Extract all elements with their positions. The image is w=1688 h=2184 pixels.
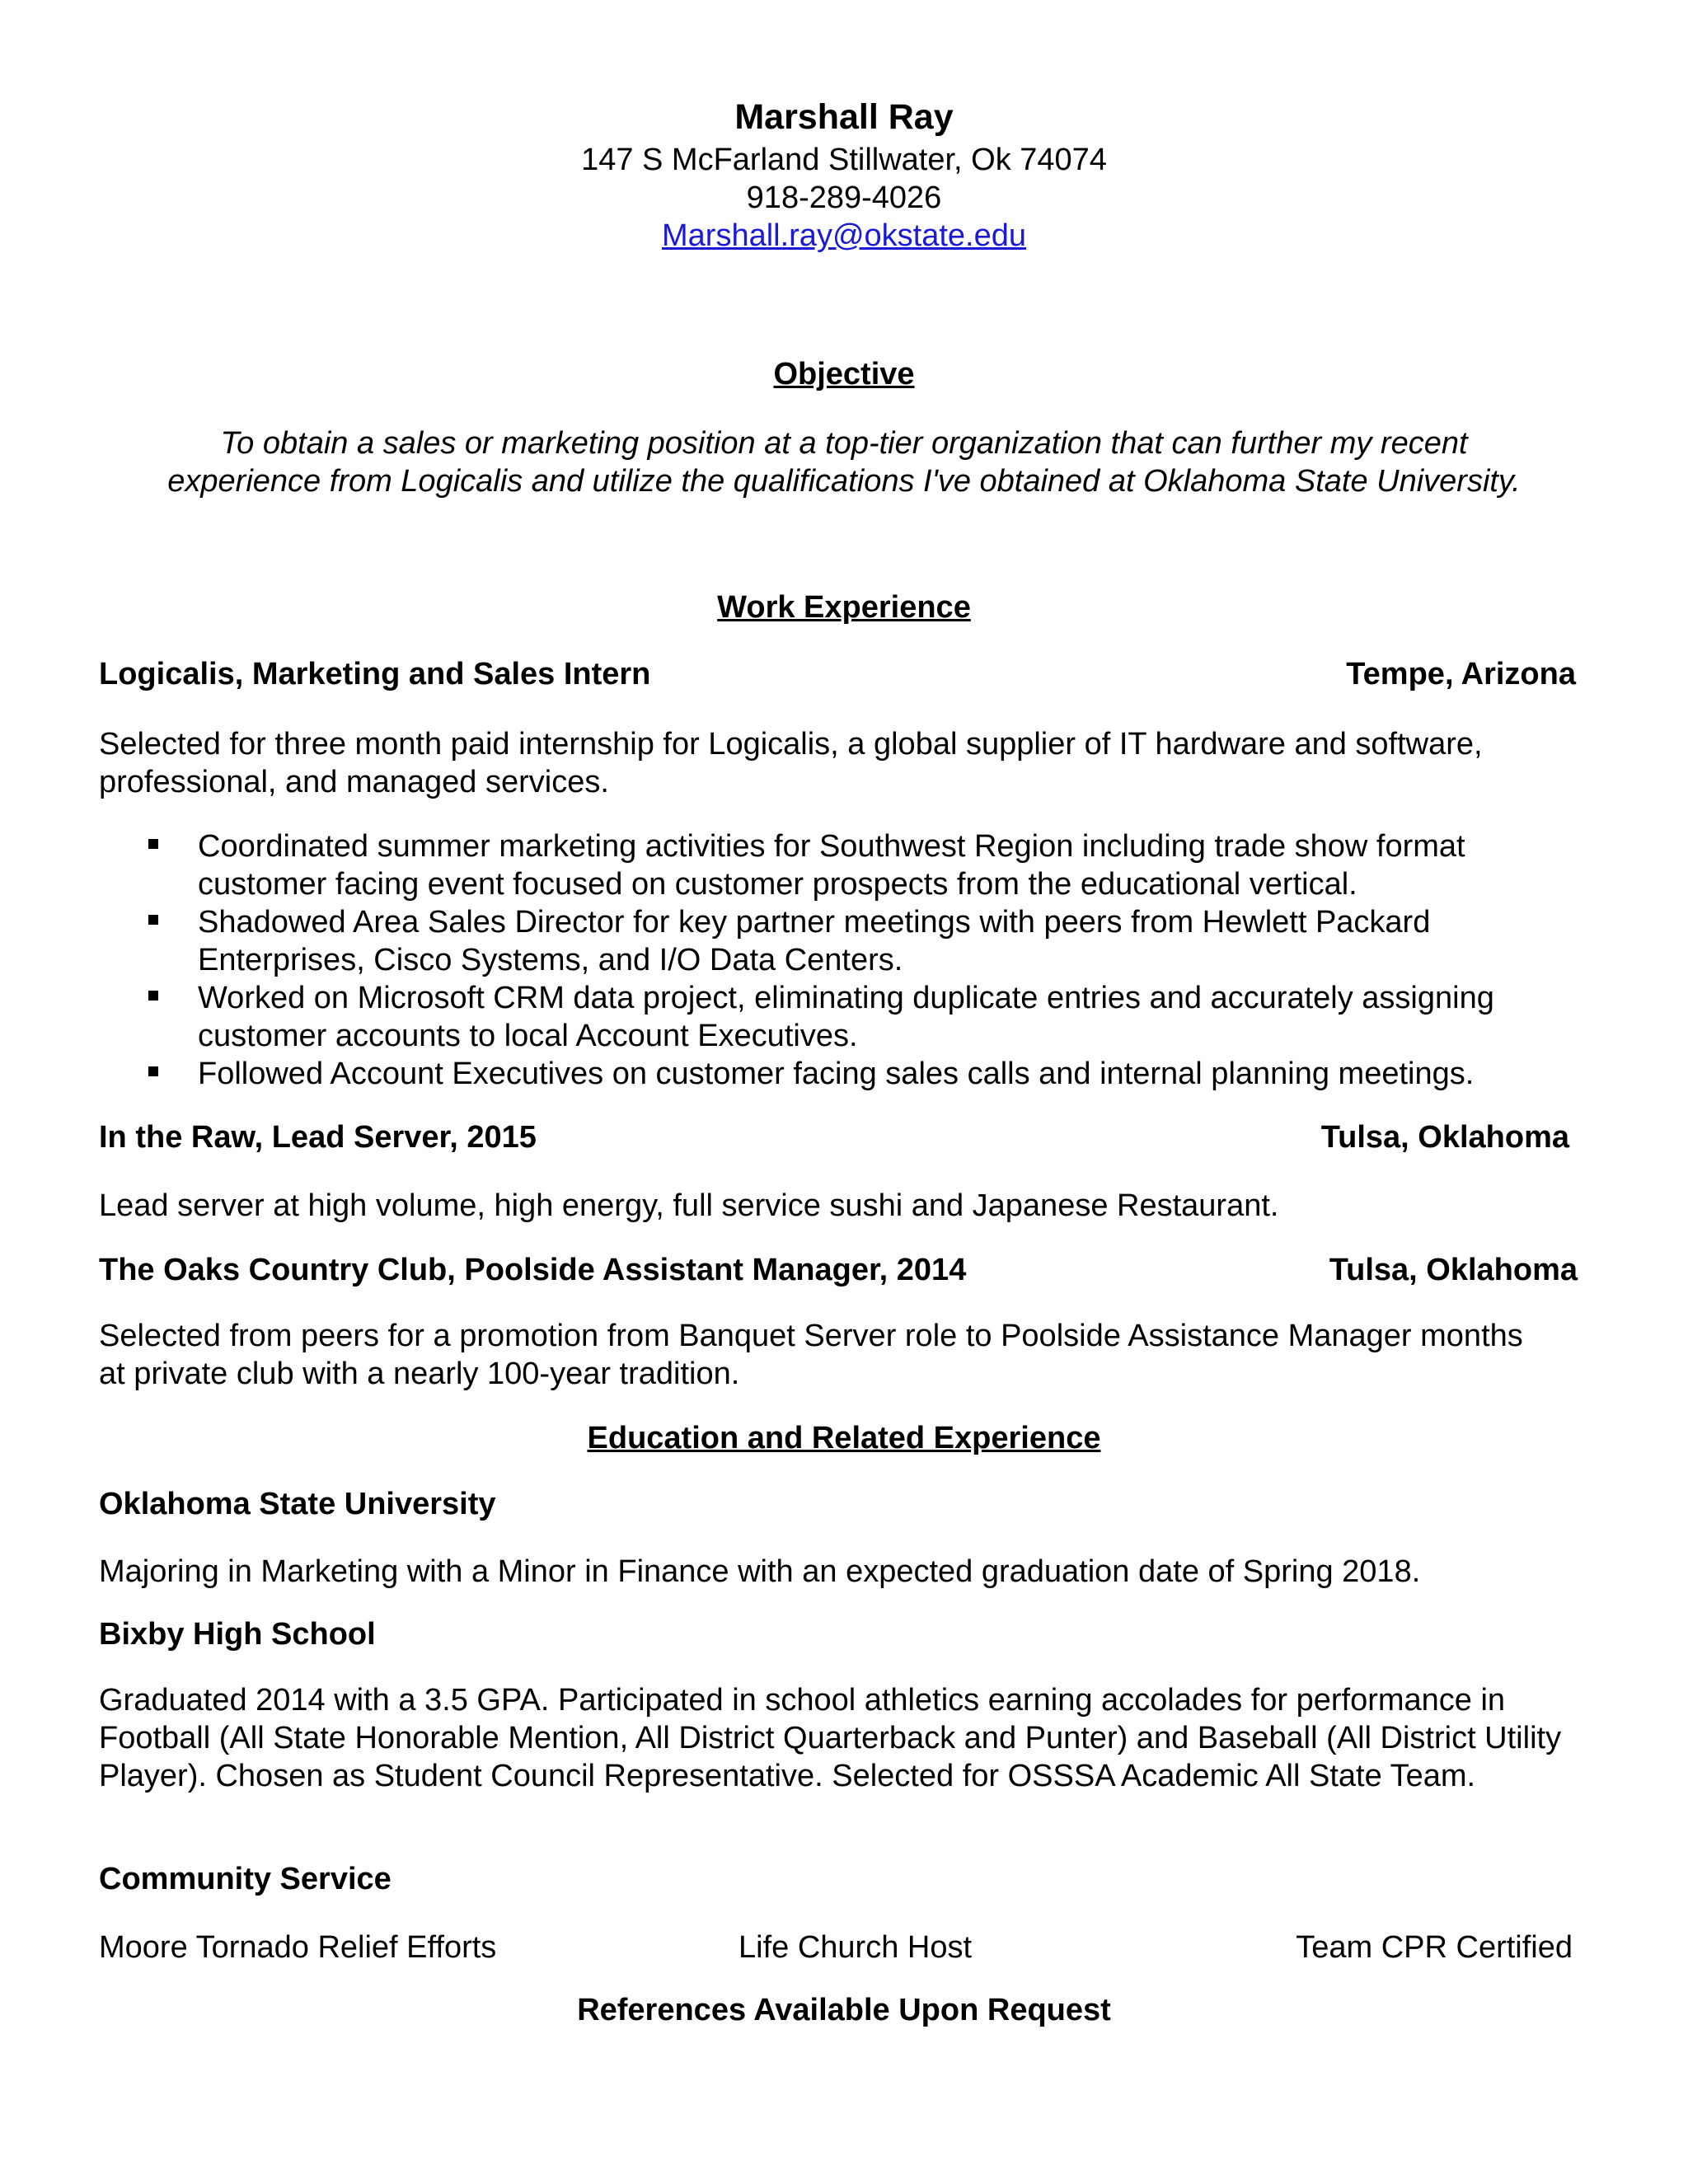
job-description: Lead server at high volume, high energy, full service sushi and Japanese Restaurant.	[99, 1188, 1279, 1223]
job-description: Selected for three month paid internship for Logicalis, a global supplier of IT hardware and software, professional, and managed services.	[99, 727, 1483, 799]
email-row	[0, 218, 1688, 254]
address: 147 S McFarland Stillwater, Ok 74074	[581, 143, 1107, 177]
bullet-icon	[148, 991, 158, 1001]
school-name: Oklahoma State University	[99, 1487, 496, 1521]
objective-heading: Objective	[773, 357, 915, 391]
job-bullet: Shadowed Area Sales Director for key partner meetings with peers from Hewlett Packard Enterprises, Cisco Systems, and I/O Data Centers.	[198, 905, 1431, 977]
work-experience-heading: Work Experience	[717, 590, 971, 625]
job-bullet: Followed Account Executives on customer facing sales calls and internal planning meetings.	[198, 1057, 1475, 1091]
job-description: Selected from peers for a promotion from Banquet Server role to Poolside Assistance Manager months at private club with a nearly 100-year tradition.	[99, 1319, 1523, 1391]
bullet-icon	[148, 915, 158, 925]
job-location: Tulsa, Oklahoma	[1329, 1253, 1578, 1287]
community-service-heading: Community Service	[99, 1862, 392, 1896]
community-item: Team CPR Certified	[1296, 1930, 1573, 1965]
phone: 918-289-4026	[746, 180, 942, 215]
job-title: In the Raw, Lead Server, 2015	[99, 1120, 537, 1155]
objective-line-1: To obtain a sales or marketing position at a top-tier organization that can further my recent	[220, 426, 1468, 461]
job-title: The Oaks Country Club, Poolside Assistant Manager, 2014	[99, 1253, 967, 1287]
bullet-icon	[148, 839, 158, 849]
community-item: Life Church Host	[738, 1930, 973, 1965]
job-location: Tempe, Arizona	[1346, 657, 1576, 691]
community-item: Moore Tornado Relief Efforts	[99, 1930, 497, 1965]
job-bullet: Worked on Microsoft CRM data project, eliminating duplicate entries and accurately assigning customer accounts to local Account Executives.	[198, 981, 1494, 1053]
applicant-name: Marshall Ray	[734, 97, 954, 137]
education-heading: Education and Related Experience	[587, 1421, 1101, 1455]
job-title: Logicalis, Marketing and Sales Intern	[99, 657, 651, 691]
school-description: Majoring in Marketing with a Minor in Finance with an expected graduation date of Spring 2018.	[99, 1554, 1421, 1589]
bullet-icon	[148, 1066, 158, 1076]
job-bullet: Coordinated summer marketing activities for Southwest Region including trade show format customer facing event focused on customer prospects from the educational vertical.	[198, 829, 1465, 902]
objective-line-2: experience from Logicalis and utilize the qualifications I've obtained at Oklahoma State University.	[167, 464, 1521, 499]
school-description: Graduated 2014 with a 3.5 GPA. Participated in school athletics earning accolades for performance in Football (All State Honorable Mention, All District Quarterback and Punter) and Baseball (All District Utility Player). Chosen as Student Council Representative. Selected for OSSSA Academic All State Team.	[99, 1683, 1562, 1793]
email-link[interactable]: Marshall.ray@okstate.edu	[662, 218, 1026, 253]
school-name: Bixby High School	[99, 1617, 376, 1652]
references-note: References Available Upon Request	[577, 1993, 1111, 2027]
job-location: Tulsa, Oklahoma	[1320, 1120, 1569, 1155]
